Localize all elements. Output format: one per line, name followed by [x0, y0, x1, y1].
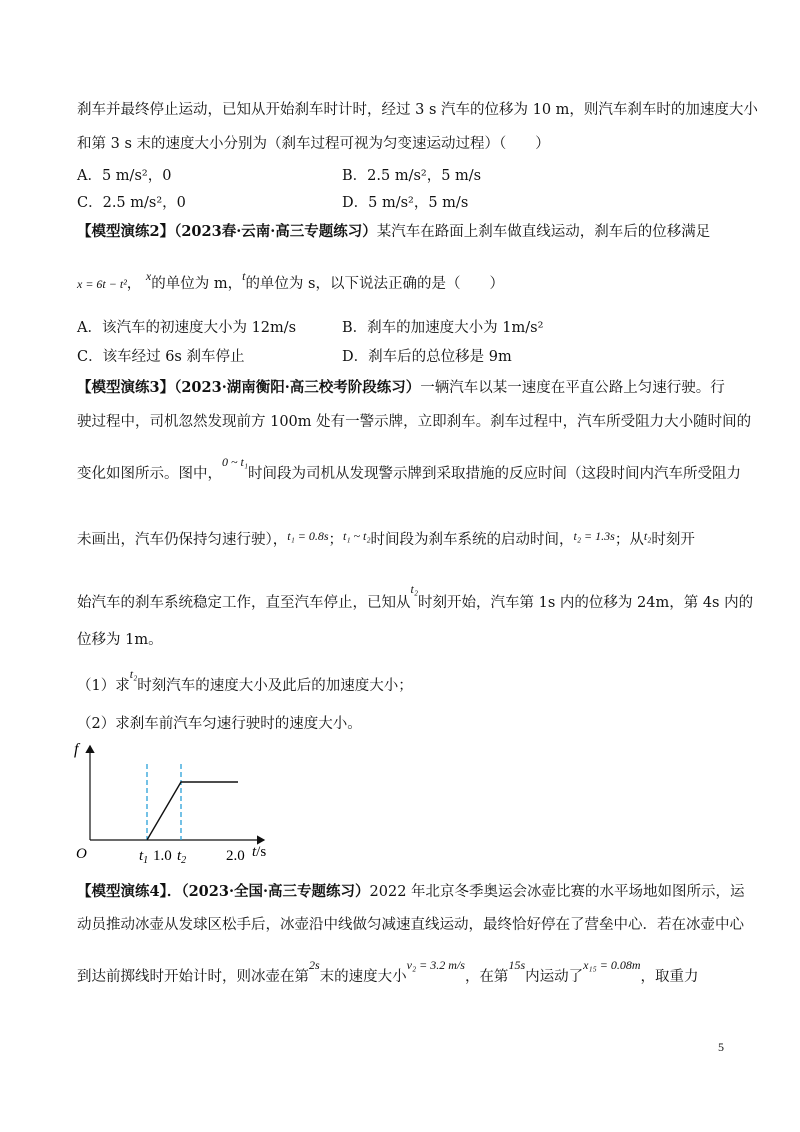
q3-line4	[77, 528, 695, 549]
q3-sub1-b: 时刻汽车的速度大小及此后的加速度大小；	[137, 678, 413, 694]
q3-line3-a: 变化如图所示。图中，	[77, 466, 222, 482]
q3-line6: 位移为 1m。	[77, 632, 163, 648]
tick-2-0: 2.0	[226, 848, 245, 864]
q2-t-symbol: t	[242, 269, 246, 283]
y-axis-label: f	[74, 741, 79, 758]
q2-option-d: D．刹车后的总位移是 9m	[342, 349, 512, 365]
q3-t2-symbol-3: t₂	[129, 667, 138, 681]
q2-tag: 【模型演练2】（2023春·云南·高三专题练习）	[77, 223, 377, 240]
q3-line3	[77, 455, 741, 483]
q3-line1: 一辆汽车以某一速度在平直公路上匀速行驶。行	[420, 380, 725, 396]
origin-label: O	[76, 846, 87, 862]
q1-line1: 刹车并最终停止运动，已知从开始刹车时计时，经过 3 s 汽车的位移为 10 m，则汽车刹车时的加速度大小	[77, 102, 758, 118]
q4-15s: 15s	[508, 958, 526, 972]
q4-heading	[77, 880, 745, 901]
q2-text-b: 的单位为 m，	[151, 276, 243, 292]
q2-formula: x = 6t − t²	[77, 277, 127, 291]
q4-tag: 【模型演练4】．（2023·全国·高三专题练习）	[77, 883, 370, 900]
q3-sub1	[77, 667, 413, 695]
force-time-graph	[70, 738, 310, 868]
q4-v2-eq: v₂ = 3.2 m/s	[406, 958, 465, 972]
q3-line4-c: 时间段为刹车系统的启动时间，	[370, 532, 574, 548]
q3-sub2: （2）求刹车前汽车匀速行驶时的速度大小。	[77, 716, 362, 732]
force-curve	[147, 782, 238, 840]
tick-t1: $t_1$	[139, 848, 149, 866]
q3-range1: 0 ~ t₁	[222, 455, 248, 469]
tick-t2: $t_2$	[177, 848, 187, 866]
q3-line4-e: 时刻开	[651, 532, 695, 548]
q4-line3-a: 到达前掷线时开始计时，则冰壶在第	[77, 969, 309, 985]
q4-line3-e: ，取重力	[640, 969, 699, 985]
q3-heading	[77, 376, 725, 397]
q4-line3-b: 末的速度大小	[319, 969, 407, 985]
q2-heading	[77, 220, 710, 241]
q2-formula-line	[77, 269, 504, 293]
q4-line2: 动员推动冰壶从发球区松手后，冰壶沿中线做匀减速直线运动，最终恰好停在了营垒中心．若在冰壶中心	[77, 917, 744, 933]
q3-t1-eq: t₁ = 0.8s	[287, 529, 329, 543]
q3-t2-eq: t₂ = 1.3s	[573, 529, 615, 543]
q4-line3-c: ，在第	[464, 969, 509, 985]
page-number: 5	[718, 1040, 724, 1054]
q4-x15-eq: x₁₅ = 0.08m	[583, 958, 641, 972]
q1-option-a: A．5 m/s²，0	[77, 168, 172, 184]
q2-option-a: A．该汽车的初速度大小为 12m/s	[77, 320, 297, 336]
q3-line5-b: 时刻开始，汽车第 1s 内的位移为 24m，第 4s 内的	[418, 595, 754, 611]
q4-2s: 2s	[309, 958, 320, 972]
q3-tag: 【模型演练3】（2023·湖南衡阳·高三校考阶段练习）	[77, 379, 421, 396]
q3-line5-a: 始汽车的刹车系统稳定工作，直至汽车停止，已知从	[77, 595, 411, 611]
q4-line3	[77, 958, 699, 986]
q2-option-b: B．刹车的加速度大小为 1m/s²	[342, 320, 544, 336]
q1-option-b: B．2.5 m/s²，5 m/s	[342, 168, 482, 184]
q4-line3-d: 内运动了	[525, 969, 584, 985]
q3-t2-symbol-2: t₂	[410, 582, 419, 596]
q3-line3-b: 时间段为司机从发现警示牌到采取措施的反应时间（这段时间内汽车所受阻力	[248, 466, 741, 482]
x-axis-label: t/s	[252, 844, 267, 860]
q2-x-symbol: x	[145, 269, 152, 283]
q3-sub1-a: （1）求	[77, 678, 130, 694]
q2-option-c: C．该车经过 6s 刹车停止	[77, 349, 245, 365]
q4-line1: 2022 年北京冬季奥运会冰壶比赛的水平场地如图所示，运	[369, 884, 745, 900]
q2-text-a: ，	[126, 276, 142, 292]
q2-stem: 某汽车在路面上刹车做直线运动，刹车后的位移满足	[376, 224, 711, 240]
q3-t2-symbol: t₂	[643, 529, 652, 543]
q3-line4-d: ；从	[614, 532, 644, 548]
q3-line2: 驶过程中，司机忽然发现前方 100m 处有一警示牌，立即刹车。刹车过程中，汽车所受阻力大小随时间的	[77, 414, 752, 430]
tick-1-0: 1.0	[153, 848, 172, 864]
q3-line4-b: ；	[328, 532, 344, 548]
q1-option-c: C．2.5 m/s²，0	[77, 195, 186, 211]
q1-option-d: D．5 m/s²，5 m/s	[342, 195, 469, 211]
q1-line2: 和第 3 s 末的速度大小分别为（刹车过程可视为匀变速运动过程）（ ）	[77, 136, 550, 152]
q2-text-c: 的单位为 s，以下说法正确的是（ ）	[245, 276, 504, 292]
q3-line5	[77, 582, 754, 612]
q3-line4-a: 未画出，汽车仍保持匀速行驶），	[77, 532, 288, 548]
q3-range2: t₁ ~ t₂	[343, 529, 371, 543]
